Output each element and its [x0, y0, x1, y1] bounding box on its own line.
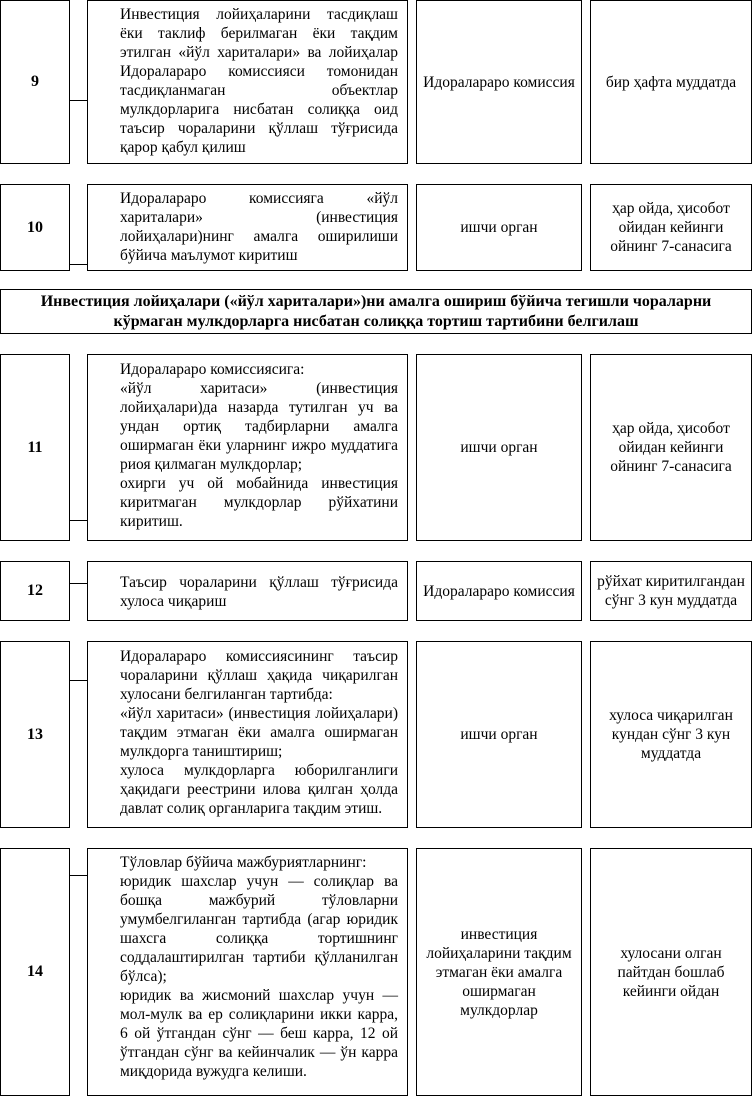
row-10-desc-text: Идоралараро комиссияга «йўл хариталари» (инвестиция лойиҳалари)нинг амалга оширилиши бўйича маълумот киритиш — [120, 190, 398, 264]
row-11-executor: ишчи орган — [416, 354, 582, 541]
row-13-deadline: хулоса чиқарилган кундан сўнг 3 кун муддатда — [590, 641, 752, 828]
row-14-desc-item-2: юридик ва жисмоний шахслар учун — мол-мулк ва ер солиқларини икки карра, 6 ой ўтгандан сўнг — беш карра, 12 ой ўтгандан сўнг ва кейинчалик — ўн карра миқдорида вужудга келиши. — [120, 987, 398, 1080]
row-9-connector — [70, 100, 88, 101]
row-9-deadline: бир ҳафта муддатда — [590, 0, 752, 164]
row-10-number: 10 — [0, 184, 70, 271]
row-13-executor: ишчи орган — [416, 641, 582, 828]
row-14-deadline: хулосани олган пайтдан бошлаб кейинги ойдан — [590, 848, 752, 1096]
row-13-desc-intro: Идоралараро комиссиясининг таъсир чораларини қўллаш ҳақида чиқарилган хулосани белгиланган тартибда: — [120, 648, 398, 703]
row-12-deadline: рўйхат киритилгандан сўнг 3 кун муддатда — [590, 561, 752, 621]
row-14-desc-item-1: юридик шахслар учун — солиқлар ва бошқа мажбурий тўловларни умумбелгиланган тартибда (агар юридик шахсга солиққа тортишнинг соддалаштирилган тартиби қўлланилган бўлса); — [120, 873, 398, 985]
row-11-connector — [70, 520, 88, 521]
row-9-number: 9 — [0, 0, 70, 164]
row-10-connector — [70, 264, 88, 265]
row-11-desc-item-1: «йўл харитаси» (инвестиция лойиҳалари)да назарда тутилган уч ва ундан ортиқ тадбирларни амалга оширмаган ёки уларнинг ижро муддатига риоя қилмаган мулкдорлар; — [120, 380, 398, 473]
row-9-desc-text: Инвестиция лойиҳаларини тасдиқлаш ёки таклиф берилмаган ёки тақдим этилган «йўл хариталари» ва лойиҳалар Идоралараро комиссияси томонидан тасдиқланмаган объектлар мулкдорларига нисбатан солиққа оид таъсир чораларини қўллаш тўғрисида қарор қабул қилиш — [120, 6, 398, 156]
row-12-description — [87, 561, 408, 621]
row-10-executor: ишчи орган — [416, 184, 582, 271]
row-10-description — [87, 184, 408, 271]
row-11-number: 11 — [0, 354, 70, 541]
row-11-desc-item-2: охирги уч ой мобайнида инвестиция киритмаган мулкдорлар рўйхатини киритиш. — [120, 475, 398, 530]
row-13-desc-item-1: «йўл харитаси» (инвестиция лойиҳалари) тақдим этмаган ёки амалга оширмаган мулкдорга таништириш; — [120, 705, 398, 760]
row-14-connector — [70, 875, 88, 876]
row-14-description — [87, 848, 408, 1096]
row-12-connector — [70, 583, 88, 584]
row-11-deadline: ҳар ойда, ҳисобот ойидан кейинги ойнинг 7-санасига — [590, 354, 752, 541]
row-13-desc-item-2: хулоса мулкдорларга юборилганлиги ҳақидаги реестрини илова қилган ҳолда давлат солиқ органларига тақдим этиш. — [120, 762, 398, 817]
section-header: Инвестиция лойиҳалари («йўл хариталари»)ни амалга ошириш бўйича тегишли чораларни кўрмаган мулкдорларга нисбатан солиққа тортиш тартибини белгилаш — [0, 289, 752, 334]
row-12-executor: Идоралараро комиссия — [416, 561, 582, 621]
row-11-desc-intro: Идоралараро комиссиясига: — [120, 361, 305, 378]
row-14-number: 14 — [0, 848, 70, 1096]
row-13-description — [87, 641, 408, 828]
row-9-description — [87, 0, 408, 164]
row-14-executor: инвестиция лойиҳаларини тақдим этмаган ёки амалга оширмаган мулкдорлар — [416, 848, 582, 1096]
row-10-deadline: ҳар ойда, ҳисобот ойидан кейинги ойнинг 7-санасига — [590, 184, 752, 271]
row-11-description — [87, 354, 408, 541]
row-12-number: 12 — [0, 561, 70, 621]
row-13-connector — [70, 680, 88, 681]
row-12-desc-text: Таъсир чораларини қўллаш тўғрисида хулоса чиқариш — [120, 574, 398, 610]
row-9-executor: Идоралараро комиссия — [416, 0, 582, 164]
row-14-desc-intro: Тўловлар бўйича мажбуриятларнинг: — [120, 854, 367, 871]
row-13-number: 13 — [0, 641, 70, 828]
